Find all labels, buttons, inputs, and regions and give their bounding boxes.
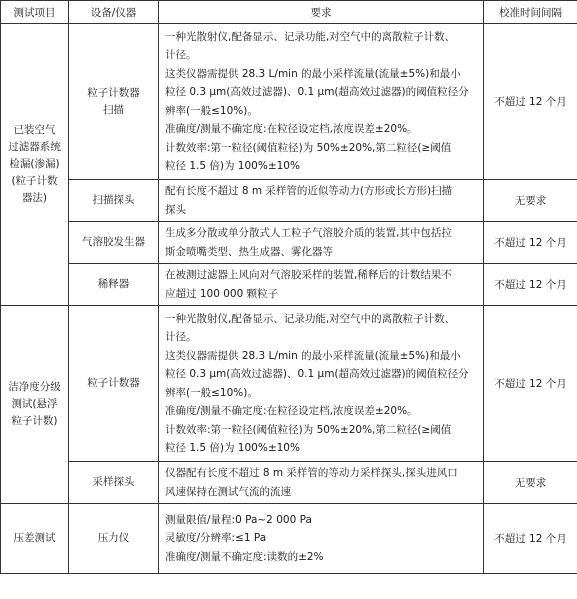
device-name: 粒子计数器 [87, 377, 140, 389]
table-row [1, 306, 577, 462]
test-item-text: 测试(悬浮 [11, 398, 58, 410]
requirements-cell [159, 264, 484, 306]
device-name: 稀释器 [97, 278, 130, 290]
test-item-text: 压差测试 [13, 532, 56, 544]
requirement-line: 辨率(一般≤10%)。 [165, 386, 258, 399]
requirements-cell [159, 222, 484, 264]
requirement-line: 粒径 1.5 倍)为 100%±10% [165, 160, 300, 172]
requirement-line: 一种光散射仪,配备显示、记录功能,对空气中的离散粒子计数、 [165, 30, 456, 43]
calibration-interval-cell: 无要求 [484, 180, 577, 222]
device-cell [69, 264, 159, 306]
requirement-line: 计数效率:第一粒径(阈值粒径)为 50%±20%,第二粒径(≥阈值 [165, 423, 452, 436]
requirement-line: 在被测过滤器上风向对气溶胶采样的装置,稀释后的计数结果不 [165, 269, 452, 281]
requirement-line: 准确度/测量不确定度:读数的±2% [165, 550, 324, 563]
requirement-line: 准确度/测量不确定度:在粒径设定档,浓度误差±20%。 [165, 405, 418, 417]
requirement-line: 准确度/测量不确定度:在粒径设定档,浓度误差±20%。 [165, 123, 418, 135]
calibration-interval-cell: 无要求 [484, 462, 577, 504]
test-item-cell [1, 306, 69, 504]
requirement-line: 这类仪器需提供 28.3 L/min 的最小采样流量(流量±5%)和最小 [165, 67, 461, 80]
test-item-text: 粒子计数) [11, 415, 58, 427]
requirements-cell [159, 180, 484, 222]
device-name: 扫描探头 [92, 194, 135, 206]
device-cell [69, 222, 159, 264]
test-item-text: 检漏(渗漏) [9, 158, 60, 170]
header-test-item: 测试项目 [1, 1, 69, 24]
requirement-line: 测量限值/量程:0 Pa~2 000 Pa [165, 513, 312, 526]
header-row [1, 1, 577, 24]
device-name: 扫描 [103, 103, 124, 116]
requirements-cell [159, 306, 484, 462]
device-name: 采样探头 [92, 476, 135, 488]
test-item-text: (粒子计数 [11, 175, 58, 187]
device-cell [69, 24, 159, 180]
header-requirements: 要求 [159, 1, 484, 24]
requirement-line: 辨率(一般≤10%)。 [165, 104, 258, 117]
table-row [1, 264, 577, 306]
requirement-line: 计径。 [165, 331, 197, 343]
requirement-line: 仪器配有长度不超过 8 m 采样管的等动力采样探头,探头进风口 [165, 467, 458, 479]
table-row [1, 180, 577, 222]
table-row [1, 504, 577, 574]
test-item-text: 洁净度分级 [8, 381, 61, 393]
table-row [1, 222, 577, 264]
requirements-cell [159, 462, 484, 504]
test-item-cell [1, 504, 69, 574]
table-row [1, 462, 577, 504]
device-cell [69, 462, 159, 504]
requirement-line: 计数效率:第一粒径(阈值粒径)为 50%±20%,第二粒径(≥阈值 [165, 141, 452, 154]
test-item-text: 器法) [21, 192, 48, 204]
table-row [1, 24, 577, 180]
requirement-line: 探头 [165, 203, 186, 216]
requirement-line: 计径。 [165, 49, 197, 61]
test-item-text: 已装空气 [13, 124, 56, 136]
device-cell [69, 180, 159, 222]
device-cell [69, 504, 159, 574]
device-name: 压力仪 [97, 532, 130, 544]
header-device: 设备/仪器 [69, 1, 159, 24]
requirement-line: 风速保持在测试气流的流速 [165, 485, 291, 498]
requirement-line: 生成多分散或单分散式人工粒子气溶胶介质的装置,其中包括拉 [165, 227, 452, 239]
requirement-line: 粒径 1.5 倍)为 100%±10% [165, 442, 300, 454]
requirement-line: 这类仪器需提供 28.3 L/min 的最小采样流量(流量±5%)和最小 [165, 349, 461, 362]
test-item-text: 过滤器系统 [8, 141, 61, 153]
requirements-cell [159, 504, 484, 574]
calibration-interval-cell: 不超过 12 个月 [484, 306, 577, 462]
requirement-line: 灵敏度/分辨率:≤1 Pa [165, 532, 267, 545]
calibration-interval-cell: 不超过 12 个月 [484, 264, 577, 306]
requirement-line: 粒径 0.3 μm(高效过滤器)、0.1 μm(超高效过滤器)的阈值粒径分 [165, 86, 469, 98]
requirement-line: 一种光散射仪,配备显示、记录功能,对空气中的离散粒子计数、 [165, 312, 456, 325]
calibration-interval-cell: 不超过 12 个月 [484, 222, 577, 264]
test-item-cell [1, 24, 69, 306]
header-calibration-interval: 校准时间间隔 [484, 1, 577, 24]
requirement-line: 应超过 100 000 颗粒子 [165, 287, 279, 300]
requirements-cell [159, 24, 484, 180]
requirement-line: 配有长度不超过 8 m 采样管的近似等动力(方形或长方形)扫描 [165, 185, 453, 197]
requirement-line: 粒径 0.3 μm(高效过滤器)、0.1 μm(超高效过滤器)的阈值粒径分 [165, 368, 469, 380]
device-cell [69, 306, 159, 462]
requirement-line: 斯金喷嘴类型、热生成器、雾化器等 [165, 245, 333, 258]
calibration-interval-cell: 不超过 12 个月 [484, 24, 577, 180]
calibration-interval-cell: 不超过 12 个月 [484, 504, 577, 574]
device-name: 气溶胶发生器 [82, 236, 145, 248]
device-name: 粒子计数器 [87, 86, 140, 99]
